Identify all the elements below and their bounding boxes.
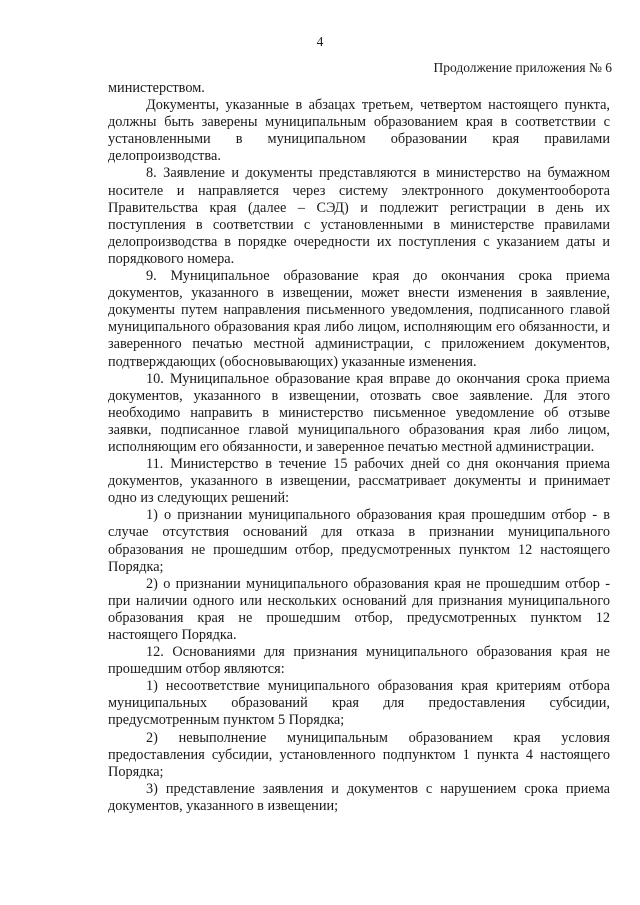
- paragraph-item-12-sub-2: 2) невыполнение муниципальным образованием края условия предоставления субсидии, установленного подпунктом 1 пункта 4 настоящего Порядка;: [108, 729, 610, 780]
- paragraph-item-12-sub-1: 1) несоответствие муниципального образования края критериям отбора муниципальных образований края для предоставления субсидии, предусмотренным пунктом 5 Порядка;: [108, 678, 610, 729]
- paragraph-item-10: 10. Муниципальное образование края вправе до окончания срока приема документов, указанного в извещении, отозвать свое заявление. Для этого необходимо направить в министерство письменное уведомление об отзыве заявки, подписанное главой муниципального образования края либо лицом, исполняющим его обязанности, и заверенное печатью местной администрации.: [108, 370, 610, 455]
- paragraph-continuation: министерством.: [108, 80, 205, 96]
- paragraph-item-12-sub-3: 3) представление заявления и документов с нарушением срока приема документов, указанного в извещении;: [108, 780, 610, 814]
- paragraph-item-8: 8. Заявление и документы представляются в министерство на бумажном носителе и направляется через систему электронного документооборота Правительства края (далее – СЭД) и подлежит регистрации в день их поступления в соответствии с установленными в министерстве правилами делопроизводства в порядке очередности их поступления с указанием даты и порядкового номера.: [108, 165, 610, 267]
- document-body: [108, 80, 610, 815]
- page-number: 4: [316, 34, 324, 49]
- paragraph-item-12: 12. Основаниями для признания муниципального образования края не прошедшим отбор являются:: [108, 644, 610, 678]
- appendix-continuation-note: Продолжение приложения № 6: [433, 60, 612, 75]
- paragraph-item-11: 11. Министерство в течение 15 рабочих дней со дня окончания приема документов, указанного в извещении, рассматривает документы и принимает одно из следующих решений:: [108, 456, 610, 507]
- paragraph-documents-certification: Документы, указанные в абзацах третьем, четвертом настоящего пункта, должны быть заверены муниципальным образованием края в соответствии с установленными в муниципальном образовании края правилами делопроизводства.: [108, 97, 610, 165]
- paragraph-item-9: 9. Муниципальное образование края до окончания срока приема документов, указанного в извещении, может внести изменения в заявление, документы путем направления письменного уведомления, подписанного главой муниципального образования края либо лицом, исполняющим его обязанности, и заверенного печатью местной администрации, с приложением документов, подтверждающих (обосновывающих) указанные изменения.: [108, 268, 610, 370]
- paragraph-item-11-sub-2: 2) о признании муниципального образования края не прошедшим отбор - при наличии одного или нескольких оснований для признания муниципального образования края не прошедшим отбор, предусмотренных пунктом 12 настоящего Порядка.: [108, 575, 610, 643]
- paragraph-item-11-sub-1: 1) о признании муниципального образования края прошедшим отбор - в случае отсутствия оснований для отказа в признании муниципального образования не прошедшим отбор, предусмотренных пунктом 12 настоящего Порядка;: [108, 507, 610, 575]
